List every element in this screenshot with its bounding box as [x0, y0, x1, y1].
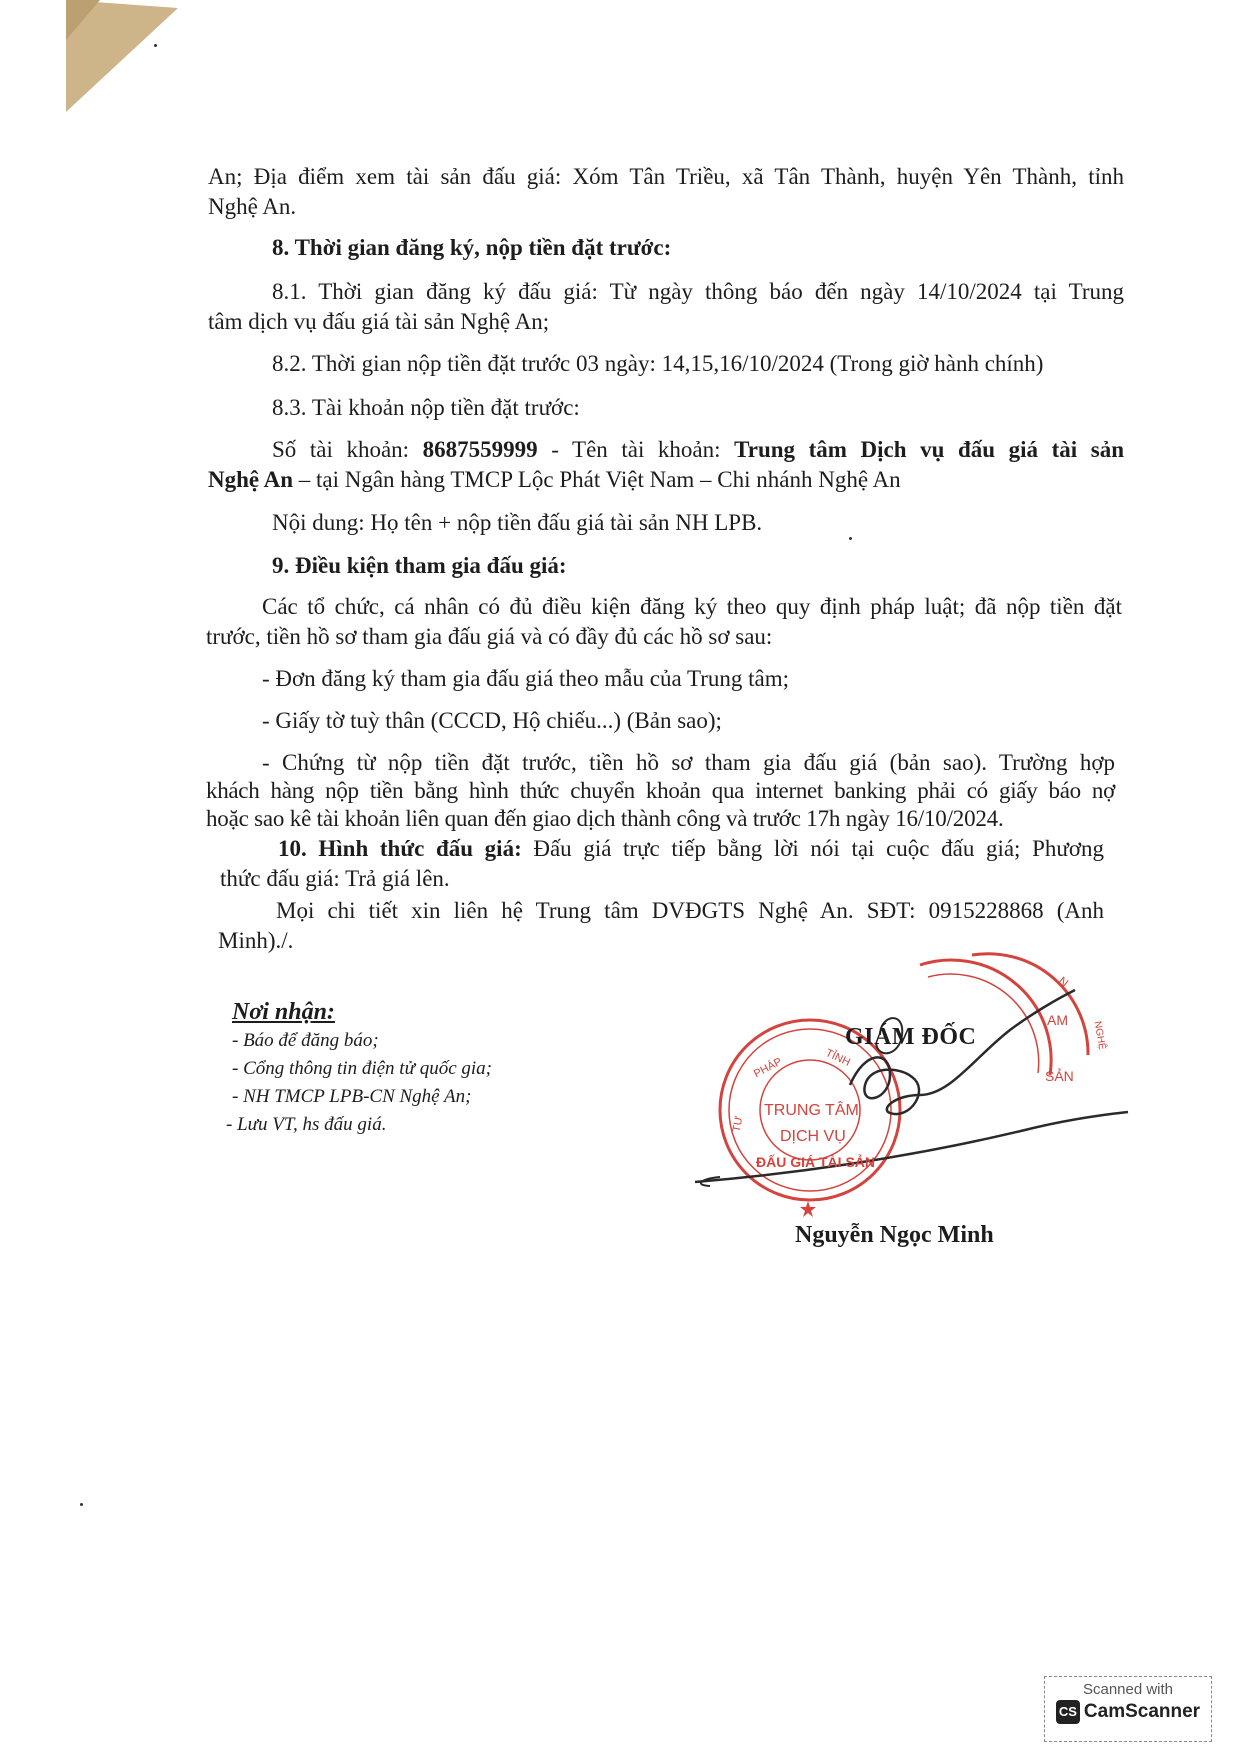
stamp-ring-text: TƯ	[730, 1115, 746, 1133]
section-heading: 10. Hình thức đấu giá:	[278, 836, 522, 861]
scanner-watermark	[1044, 1676, 1212, 1742]
account-bank: – tại Ngân hàng TMCP Lộc Phát Việt Nam – Chi nhánh Nghệ An	[293, 467, 901, 492]
account-bank-line	[208, 465, 901, 495]
scan-speck	[154, 44, 157, 47]
recipients-title: Nơi nhận:	[232, 999, 335, 1025]
stamp-ring-text: PHÁP	[751, 1055, 785, 1081]
body-line: thức đấu giá: Trả giá lên.	[220, 866, 450, 891]
stamp-star	[800, 1201, 816, 1217]
account-name: Trung tâm Dịch vụ đấu giá tài sản	[734, 437, 1124, 462]
watermark-caption: Scanned with	[1082, 1681, 1174, 1698]
account-number: 8687559999	[422, 437, 538, 462]
body-line: Nội dung: Họ tên + nộp tiền đấu giá tài sản NH LPB.	[272, 510, 763, 535]
bullet-item: - Giấy tờ tuỳ thân (CCCD, Hộ chiếu...) (Bản sao);	[262, 708, 722, 733]
body-line: 8.2. Thời gian nộp tiền đặt trước 03 ngày: 14,15,16/10/2024 (Trong giờ hành chính)	[272, 351, 1044, 376]
section-heading: 8. Thời gian đăng ký, nộp tiền đặt trước:	[272, 235, 672, 260]
body-line: trước, tiền hồ sơ tham gia đấu giá và có đầy đủ các hồ sơ sau:	[206, 624, 773, 649]
recipient-item: - NH TMCP LPB-CN Nghệ An;	[232, 1086, 472, 1107]
bullet-item: - Chứng từ nộp tiền đặt trước, tiền hồ sơ tham gia đấu giá (bản sao). Trường hợp	[262, 750, 1115, 775]
scan-speck	[80, 1503, 83, 1506]
body-line: Minh)./.	[218, 928, 294, 953]
body-line: Các tổ chức, cá nhân có đủ điều kiện đăng ký theo quy định pháp luật; đã nộp tiền đặt	[262, 594, 1122, 619]
stamp-text: TRUNG TÂM	[764, 1102, 859, 1119]
signer-name: Nguyễn Ngọc Minh	[795, 1222, 994, 1248]
section-10-text: Đấu giá trực tiếp bằng lời nói tại cuộc đấu giá; Phương	[521, 836, 1104, 861]
stamp-text: DỊCH VỤ	[780, 1128, 846, 1145]
stamp-text: AM	[1047, 1012, 1068, 1028]
stamp-ring-text: NGHỆ	[1091, 1020, 1108, 1051]
stamp-ring-text: N	[1055, 973, 1072, 991]
recipients-block	[226, 997, 492, 1139]
recipient-item: - Lưu VT, hs đấu giá.	[226, 1114, 387, 1135]
stamp-ring-text: TỈNH	[823, 1047, 853, 1069]
body-line: tâm dịch vụ đấu giá tài sản Nghệ An;	[208, 309, 550, 334]
account-label: Số tài khoản:	[272, 437, 423, 462]
paper-corner	[0, 0, 180, 120]
section-10	[278, 834, 1104, 864]
bullet-item: - Đơn đăng ký tham gia đấu giá theo mẫu của Trung tâm;	[262, 666, 790, 691]
body-line: khách hàng nộp tiền bằng hình thức chuyển khoản qua internet banking phải có giấy báo nợ	[206, 778, 1115, 803]
body-line: hoặc sao kê tài khoản liên quan đến giao dịch thành công và trước 17h ngày 16/10/2024.	[206, 806, 1004, 831]
body-line: 8.3. Tài khoản nộp tiền đặt trước:	[272, 395, 580, 420]
body-line: 8.1. Thời gian đăng ký đấu giá: Từ ngày thông báo đến ngày 14/10/2024 tại Trung	[272, 279, 1124, 304]
body-line: Mọi chi tiết xin liên hệ Trung tâm DVĐGTS Nghệ An. SĐT: 0915228868 (Anh	[276, 898, 1104, 923]
account-name-cont: Nghệ An	[208, 467, 293, 492]
signer-title: GIÁM ĐỐC	[845, 1024, 977, 1050]
body-line: An; Địa điểm xem tài sản đấu giá: Xóm Tân Triều, xã Tân Thành, huyện Yên Thành, tỉnh	[208, 164, 1124, 189]
recipient-item: - Báo để đăng báo;	[232, 1030, 379, 1051]
body-line: Nghệ An.	[208, 194, 297, 219]
account-name-label: - Tên tài khoản:	[537, 437, 735, 462]
camscanner-logo-icon: CS	[1056, 1700, 1080, 1724]
official-stamp	[690, 945, 1130, 1245]
recipient-item: - Cổng thông tin điện tử quốc gia;	[232, 1058, 492, 1079]
account-line	[272, 435, 1124, 465]
scan-speck	[849, 537, 852, 540]
section-heading: 9. Điều kiện tham gia đấu giá:	[272, 553, 567, 578]
stamp-text: SẢN	[1045, 1068, 1074, 1084]
watermark-brand: CamScanner	[1083, 1701, 1201, 1722]
stamp-text: ĐẤU GIÁ TÀI SẢN	[756, 1154, 875, 1170]
